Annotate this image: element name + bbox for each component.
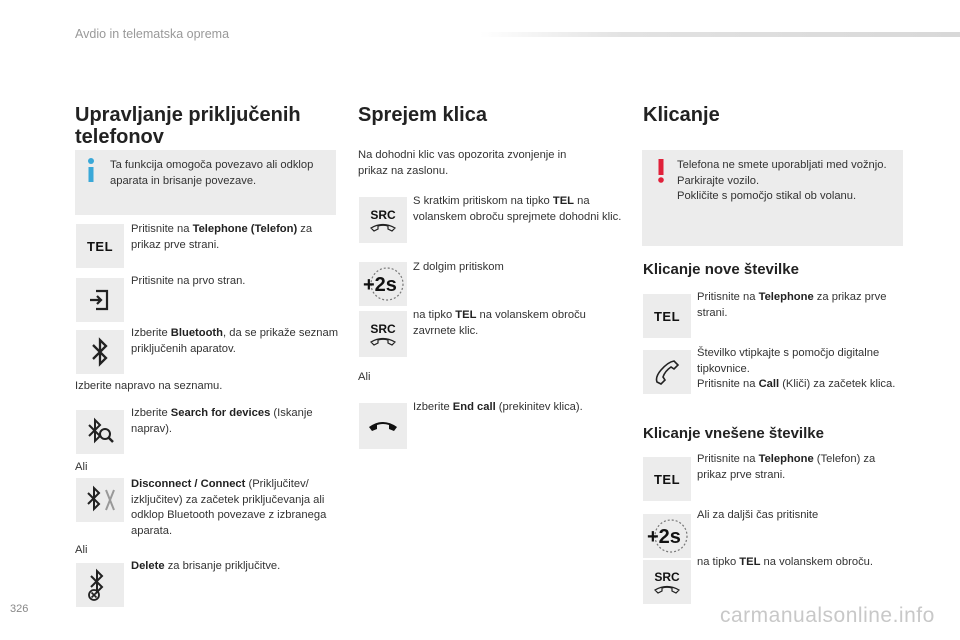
step-tel-steering: na tipko TEL na volanskem obroču. — [697, 556, 873, 568]
watermark: carmanualsonline.info — [720, 604, 935, 627]
page-number: 326 — [10, 603, 29, 615]
info-icon — [84, 157, 98, 183]
connect-disconnect-icon — [76, 478, 124, 522]
step-telephone-3: Pritisnite na Telephone (Telefon) za prikaz prve strani. — [697, 453, 876, 481]
step-end-call: Izberite End call (prekinitev klica). — [413, 401, 583, 413]
info-box — [75, 150, 336, 215]
step-delete: Delete za brisanje priključitve. — [131, 560, 281, 572]
src-button-icon-2: SRC — [359, 311, 407, 357]
warning-box — [642, 150, 903, 246]
or-label-3: Ali — [358, 371, 371, 383]
step-telephone-2: Pritisnite na Telephone za prikaz prve strani. — [697, 291, 887, 319]
step-telephone: Pritisnite na Telephone (Telefon) za prikaz prve strani. — [131, 223, 313, 251]
step-reject: na tipko TEL na volanskem obroču zavrnete klic. — [413, 309, 586, 337]
step-search-devices: Izberite Search for devices (Iskanje naprav). — [131, 407, 313, 435]
step-first-page: Pritisnite na prvo stran. — [131, 275, 246, 287]
plus2s-label: +2s — [363, 274, 397, 296]
long-press-2s-icon — [359, 262, 407, 306]
tel-button-icon-3: TEL — [643, 457, 691, 501]
step-select-device: Izberite napravo na seznamu. — [75, 380, 223, 392]
tel-label: TEL — [86, 238, 114, 254]
tel-button-icon-2: TEL — [643, 294, 691, 338]
section-title-connected-phones: Upravljanje priključenih telefonov — [75, 104, 301, 148]
first-page-icon — [76, 278, 124, 322]
src-button-icon: SRC — [359, 197, 407, 243]
tel-button-icon — [76, 224, 124, 268]
info-text: Ta funkcija omogoča povezavo ali odklop aparata in brisanje povezave. — [110, 159, 314, 187]
step-long-press: Z dolgim pritiskom — [413, 261, 504, 273]
phone-handset-icon — [369, 222, 397, 232]
phone-handset-icon — [653, 584, 681, 594]
long-press-2s-icon-2 — [643, 514, 691, 558]
search-devices-icon — [76, 410, 124, 454]
step-bluetooth: Izberite Bluetooth, da se prikaže seznam priključenih aparatov. — [131, 327, 339, 355]
receive-intro: Na dohodni klic vas opozorita zvonjenje in prikaz na zaslonu. — [358, 149, 567, 177]
or-label-1: Ali — [75, 461, 88, 473]
warning-icon — [656, 158, 666, 184]
call-handset-icon — [643, 350, 691, 394]
bluetooth-icon — [76, 330, 124, 374]
running-header: Avdio in telematska oprema — [75, 27, 230, 41]
step-connect-disconnect: Disconnect / Connect (Priključitev/ izključitev) za začetek priključevanja ali odklop Bluetooth povezave z izbranega aparata. — [131, 478, 327, 537]
svg-text:+2s: +2s — [647, 526, 681, 548]
header-rule — [480, 32, 960, 37]
warning-text: Telefona ne smete uporabljati med vožnjo. Parkirajte vozilo. Pokličite s pomočjo stikal ob volanu. — [677, 159, 887, 202]
step-long-press-2: Ali za daljši čas pritisnite — [697, 509, 819, 521]
subtitle-new-number: Klicanje nove številke — [643, 261, 799, 278]
src-button-icon-3: SRC — [643, 560, 691, 604]
step-dial-number: Številko vtipkajte s pomočjo digitalne tipkovnice. Pritisnite na Call (Kliči) za začetek klica. — [697, 347, 896, 390]
step-short-press: S kratkim pritiskom na tipko TEL na volanskem obroču sprejmete dohodni klic. — [413, 195, 622, 223]
section-title-calling: Klicanje — [643, 104, 720, 126]
end-call-icon — [359, 403, 407, 449]
phone-handset-icon — [369, 336, 397, 346]
section-title-receive-call: Sprejem klica — [358, 104, 487, 126]
delete-pairing-icon — [76, 563, 124, 607]
subtitle-stored-number: Klicanje vnešene številke — [643, 425, 824, 442]
or-label-2: Ali — [75, 544, 88, 556]
